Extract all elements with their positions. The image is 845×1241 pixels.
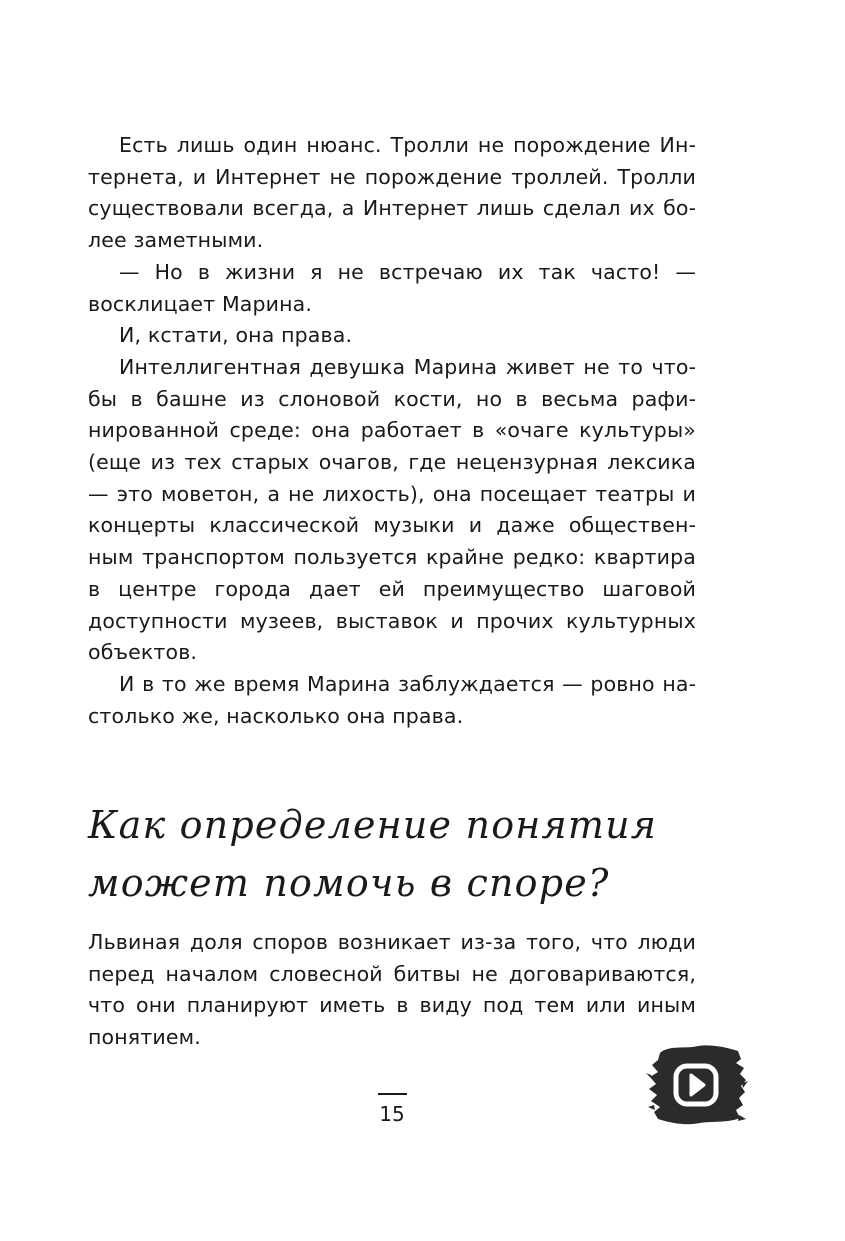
- section-heading-line: может помочь в споре?: [88, 861, 610, 905]
- paragraph: Интеллигентная девушка Марина живет не то чтобы в башне из слоновой кости, но в весьма рафинированной среде: она работает в «очаге культуры» (еще из тех старых очагов, где нецензурная лексика — это моветон, а не лихость), она посещает театры и концерты классической музыки и даже общественным транспортом пользуется крайне редко: квартира в центре города дает ей преимущество шаговой доступности музеев, выставок и прочих культурных объектов.: [88, 354, 696, 665]
- paragraph: И в то же время Марина заблуждается — ровно настолько же, насколько она права.: [88, 671, 696, 728]
- paragraph: — Но в жизни я не встречаю их так часто! — восклицает Марина.: [88, 259, 696, 316]
- paragraph: Есть лишь один нюанс. Тролли не порождение Интернета, и Интернет не порождение троллей. Тролли существовали всегда, а Интернет лишь сделал их более заметными.: [88, 133, 696, 253]
- page-number: 15: [379, 1102, 405, 1126]
- play-icon[interactable]: [646, 1035, 748, 1137]
- section-heading: [88, 796, 708, 912]
- paragraph: И, кстати, она права.: [119, 323, 353, 348]
- body-text-top: [88, 130, 696, 732]
- video-badge[interactable]: [646, 1035, 748, 1137]
- paragraph: Львиная доля споров возникает из-за того, что люди перед началом словесной битвы не договариваются, что они планируют иметь в виду под тем или иным понятием.: [88, 930, 696, 1050]
- section-heading-line: Как определение понятия: [88, 803, 658, 847]
- footer-rule: [378, 1093, 407, 1095]
- body-text-bottom: [88, 927, 696, 1054]
